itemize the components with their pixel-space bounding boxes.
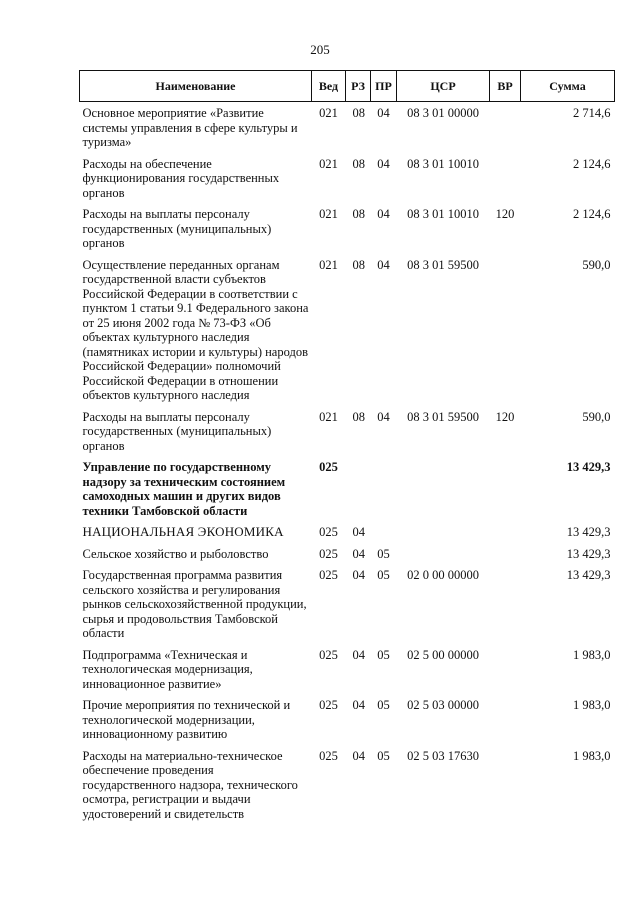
row-sum: 2 714,6 (573, 106, 611, 120)
table-row (80, 564, 615, 644)
row-ved: 021 (319, 257, 338, 272)
row-pr: 04 (377, 207, 390, 221)
row-name: Осуществление переданных органам государственной власти субъектов Российской Федерации в соответствии с пунктом 1 статьи 9.1 Федерального закона от 25 июня 2002 года № 73-ФЗ «Об объектах культурного наследия (памятниках истории и культуры) народов Российской Федерации» полномочий Российской Федерации в отношении объектов культурного наследия (82, 257, 309, 402)
row-ved: 021 (319, 106, 338, 120)
row-sum: 1 983,0 (573, 698, 611, 712)
row-ved: 025 (319, 647, 338, 662)
row-rz: 04 (352, 568, 365, 582)
row-name: Основное мероприятие «Развитие системы управления в сфере культуры и туризма» (82, 106, 298, 149)
row-name: Расходы на выплаты персоналу государственных (муниципальных) органов (82, 409, 272, 453)
table-row (80, 153, 615, 204)
row-sum: 590,0 (582, 409, 611, 424)
row-name: Подпрограмма «Техническая и технологическая модернизация, инновационное развитие» (82, 647, 253, 691)
row-name: НАЦИОНАЛЬНАЯ ЭКОНОМИКА (82, 524, 284, 539)
row-ved: 025 (319, 698, 338, 712)
budget-table (79, 70, 615, 824)
row-csr: 02 5 00 00000 (407, 647, 479, 662)
row-sum: 2 124,6 (573, 156, 611, 171)
table-row (80, 745, 615, 825)
table-row (80, 203, 615, 254)
row-pr: 04 (377, 156, 390, 171)
row-vr: 120 (495, 409, 515, 424)
row-vr (490, 694, 521, 745)
table-row-section (80, 521, 615, 543)
row-vr (490, 102, 521, 153)
table-row (80, 694, 615, 745)
header-name: Наименование (80, 71, 312, 102)
row-pr (371, 521, 397, 543)
row-sum: 13 429,3 (566, 568, 611, 582)
row-sum: 1 983,0 (573, 748, 611, 763)
row-pr: 04 (377, 257, 390, 272)
row-sum: 1 983,0 (573, 647, 611, 662)
table-row (80, 254, 615, 406)
row-csr (397, 456, 490, 521)
row-rz: 08 (352, 257, 365, 272)
row-csr: 02 5 03 17630 (407, 748, 479, 763)
header-csr: ЦСР (397, 71, 490, 102)
row-vr (490, 644, 521, 695)
row-rz: 04 (352, 647, 365, 662)
row-sum: 13 429,3 (566, 460, 611, 474)
row-vr (490, 521, 521, 543)
row-csr: 08 3 01 10010 (407, 207, 479, 221)
row-csr: 08 3 01 59500 (407, 409, 479, 424)
row-csr (397, 521, 490, 543)
row-name: Сельское хозяйство и рыболовство (82, 546, 269, 561)
table-row (80, 102, 615, 153)
header-vr: ВР (490, 71, 521, 102)
row-vr (490, 456, 521, 521)
header-ved: Вед (312, 71, 346, 102)
row-pr: 04 (377, 106, 390, 120)
row-sum: 590,0 (582, 257, 611, 272)
row-pr: 05 (377, 647, 390, 662)
row-name: Расходы на обеспечение функционирования государственных органов (82, 156, 280, 200)
row-vr: 120 (495, 207, 515, 221)
row-pr: 05 (377, 698, 390, 712)
row-csr: 08 3 01 59500 (407, 257, 479, 272)
row-ved: 025 (319, 460, 338, 474)
table-row (80, 406, 615, 457)
page-number: 205 (310, 42, 330, 57)
table-row-department (80, 456, 615, 521)
row-pr: 05 (377, 748, 390, 763)
row-name: Расходы на материально-техническое обеспечение проведения государственного надзора, технического осмотра, регистрации и выдачи удостоверений и свидетельств (82, 748, 298, 821)
row-sum: 2 124,6 (573, 207, 611, 221)
row-name: Государственная программа развития сельского хозяйства и регулирования рынков сельскохозяйственной продукции, сырья и продовольствия Тамбовской области (82, 568, 307, 640)
row-rz: 08 (352, 409, 365, 424)
row-pr: 05 (377, 568, 390, 582)
row-rz: 04 (352, 546, 365, 561)
row-ved: 025 (319, 568, 338, 582)
row-vr (490, 153, 521, 204)
row-rz: 04 (352, 525, 365, 539)
header-rz: РЗ (346, 71, 371, 102)
row-rz (346, 456, 371, 521)
table-header-row (80, 71, 615, 102)
table-row (80, 644, 615, 695)
table-row (80, 543, 615, 565)
header-sum: Сумма (521, 71, 615, 102)
row-sum: 13 429,3 (566, 525, 611, 539)
row-csr: 02 5 03 00000 (407, 698, 479, 712)
row-rz: 08 (352, 156, 365, 171)
row-ved: 025 (319, 546, 338, 561)
row-pr: 05 (377, 546, 390, 561)
row-csr: 08 3 01 00000 (407, 106, 479, 120)
row-name: Расходы на выплаты персоналу государственных (муниципальных) органов (82, 207, 272, 250)
row-csr: 02 0 00 00000 (407, 568, 479, 582)
row-pr: 04 (377, 409, 390, 424)
row-rz: 04 (352, 748, 365, 763)
row-vr (490, 745, 521, 825)
row-vr (490, 254, 521, 406)
row-ved: 025 (319, 748, 338, 763)
row-csr (397, 543, 490, 565)
row-sum: 13 429,3 (566, 546, 611, 561)
row-ved: 021 (319, 207, 338, 221)
row-rz: 08 (352, 207, 365, 221)
row-ved: 021 (319, 409, 338, 424)
row-name: Управление по государственному надзору за техническим состоянием самоходных машин и других видов техники Тамбовской области (82, 460, 286, 518)
row-rz: 04 (352, 698, 365, 712)
row-name: Прочие мероприятия по технической и технологической модернизации, инновационному развитию (82, 698, 291, 741)
row-ved: 025 (319, 525, 338, 539)
row-vr (490, 543, 521, 565)
row-csr: 08 3 01 10010 (407, 156, 479, 171)
header-pr: ПР (371, 71, 397, 102)
row-ved: 021 (319, 156, 338, 171)
row-pr (371, 456, 397, 521)
row-rz: 08 (352, 106, 365, 120)
row-vr (490, 564, 521, 644)
